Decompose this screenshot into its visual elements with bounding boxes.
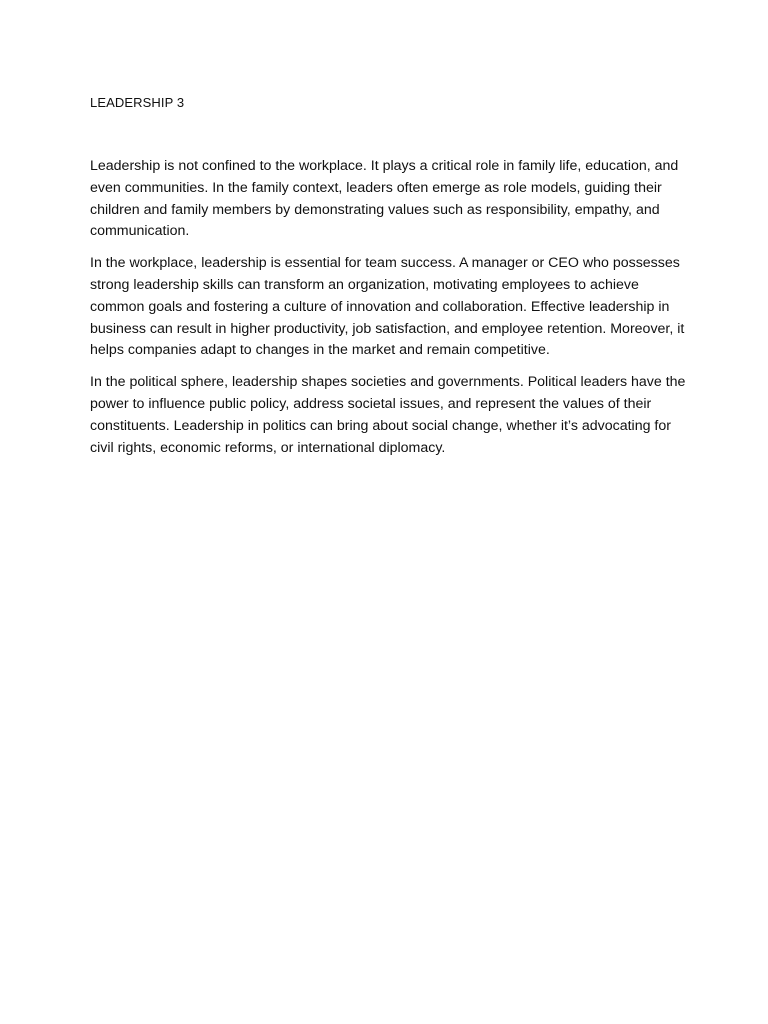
paragraph-political-leadership: In the political sphere, leadership shapes societies and governments. Political leaders have the power to influence public policy, address societal issues, and represent the values of their constituents. Leadership in politics can bring about social change, whether it’s advocating for civil rights, economic reforms, or international diplomacy. xyxy=(90,374,686,456)
paragraph-workplace-leadership: In the workplace, leadership is essential for team success. A manager or CEO who possesses strong leadership skills can transform an organization, motivating employees to achieve common goals and fostering a culture of innovation and collaboration. Effective leadership in business can result in higher productivity, job satisfaction, and employee retention. Moreover, it helps companies adapt to changes in the market and remain competitive. xyxy=(90,255,685,359)
paragraph-family-leadership: Leadership is not confined to the workplace. It plays a critical role in family life, education, and even communities. In the family context, leaders often emerge as role models, guiding their children and family members by demonstrating values such as responsibility, empathy, and communication. xyxy=(90,158,679,240)
document-body xyxy=(90,156,690,469)
running-header: LEADERSHIP 3 xyxy=(90,95,185,110)
